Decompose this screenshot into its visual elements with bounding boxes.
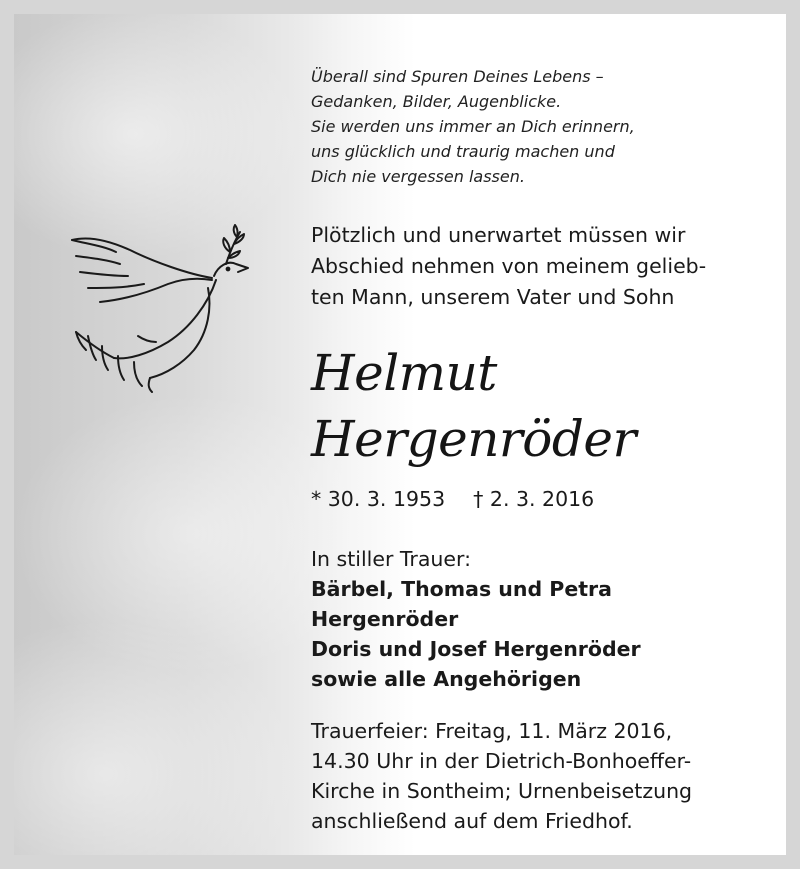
deceased-last-name: Hergenröder bbox=[311, 410, 636, 468]
birth-date: * 30. 3. 1953 bbox=[311, 487, 446, 511]
intro-line: Plötzlich und unerwartet müssen wir bbox=[311, 223, 686, 247]
poem-line: Dich nie vergessen lassen. bbox=[311, 167, 525, 186]
life-dates bbox=[311, 484, 781, 514]
poem-line: Sie werden uns immer an Dich erinnern, bbox=[311, 117, 635, 136]
obituary-card bbox=[14, 14, 786, 855]
ceremony-line: anschließend auf dem Friedhof. bbox=[311, 809, 633, 833]
poem-line: uns glücklich und traurig machen und bbox=[311, 142, 615, 161]
deceased-first-name: Helmut bbox=[311, 344, 497, 402]
ceremony-line: Trauerfeier: Freitag, 11. März 2016, bbox=[311, 719, 673, 743]
poem-line: Gedanken, Bilder, Augenblicke. bbox=[311, 92, 562, 111]
poem-line: Überall sind Spuren Deines Lebens – bbox=[311, 67, 604, 86]
ceremony-line: 14.30 Uhr in der Dietrich-Bonhoeffer- bbox=[311, 749, 692, 773]
funeral-details bbox=[311, 716, 781, 836]
mourners-block bbox=[311, 544, 781, 694]
mourner-line: Doris und Josef Hergenröder bbox=[311, 637, 641, 661]
announcement-intro bbox=[311, 220, 781, 313]
intro-line: Abschied nehmen von meinem gelieb- bbox=[311, 254, 707, 278]
death-date: † 2. 3. 2016 bbox=[473, 487, 595, 511]
poem bbox=[311, 64, 781, 189]
mourner-line: Bärbel, Thomas und Petra bbox=[311, 577, 612, 601]
ceremony-line: Kirche in Sontheim; Urnenbeisetzung bbox=[311, 779, 693, 803]
deceased-name bbox=[311, 340, 781, 472]
mourner-line: Hergenröder bbox=[311, 607, 459, 631]
dove-icon bbox=[58, 224, 268, 394]
intro-line: ten Mann, unserem Vater und Sohn bbox=[311, 285, 675, 309]
mourners-heading: In stiller Trauer: bbox=[311, 547, 471, 571]
mourner-line: sowie alle Angehörigen bbox=[311, 667, 582, 691]
